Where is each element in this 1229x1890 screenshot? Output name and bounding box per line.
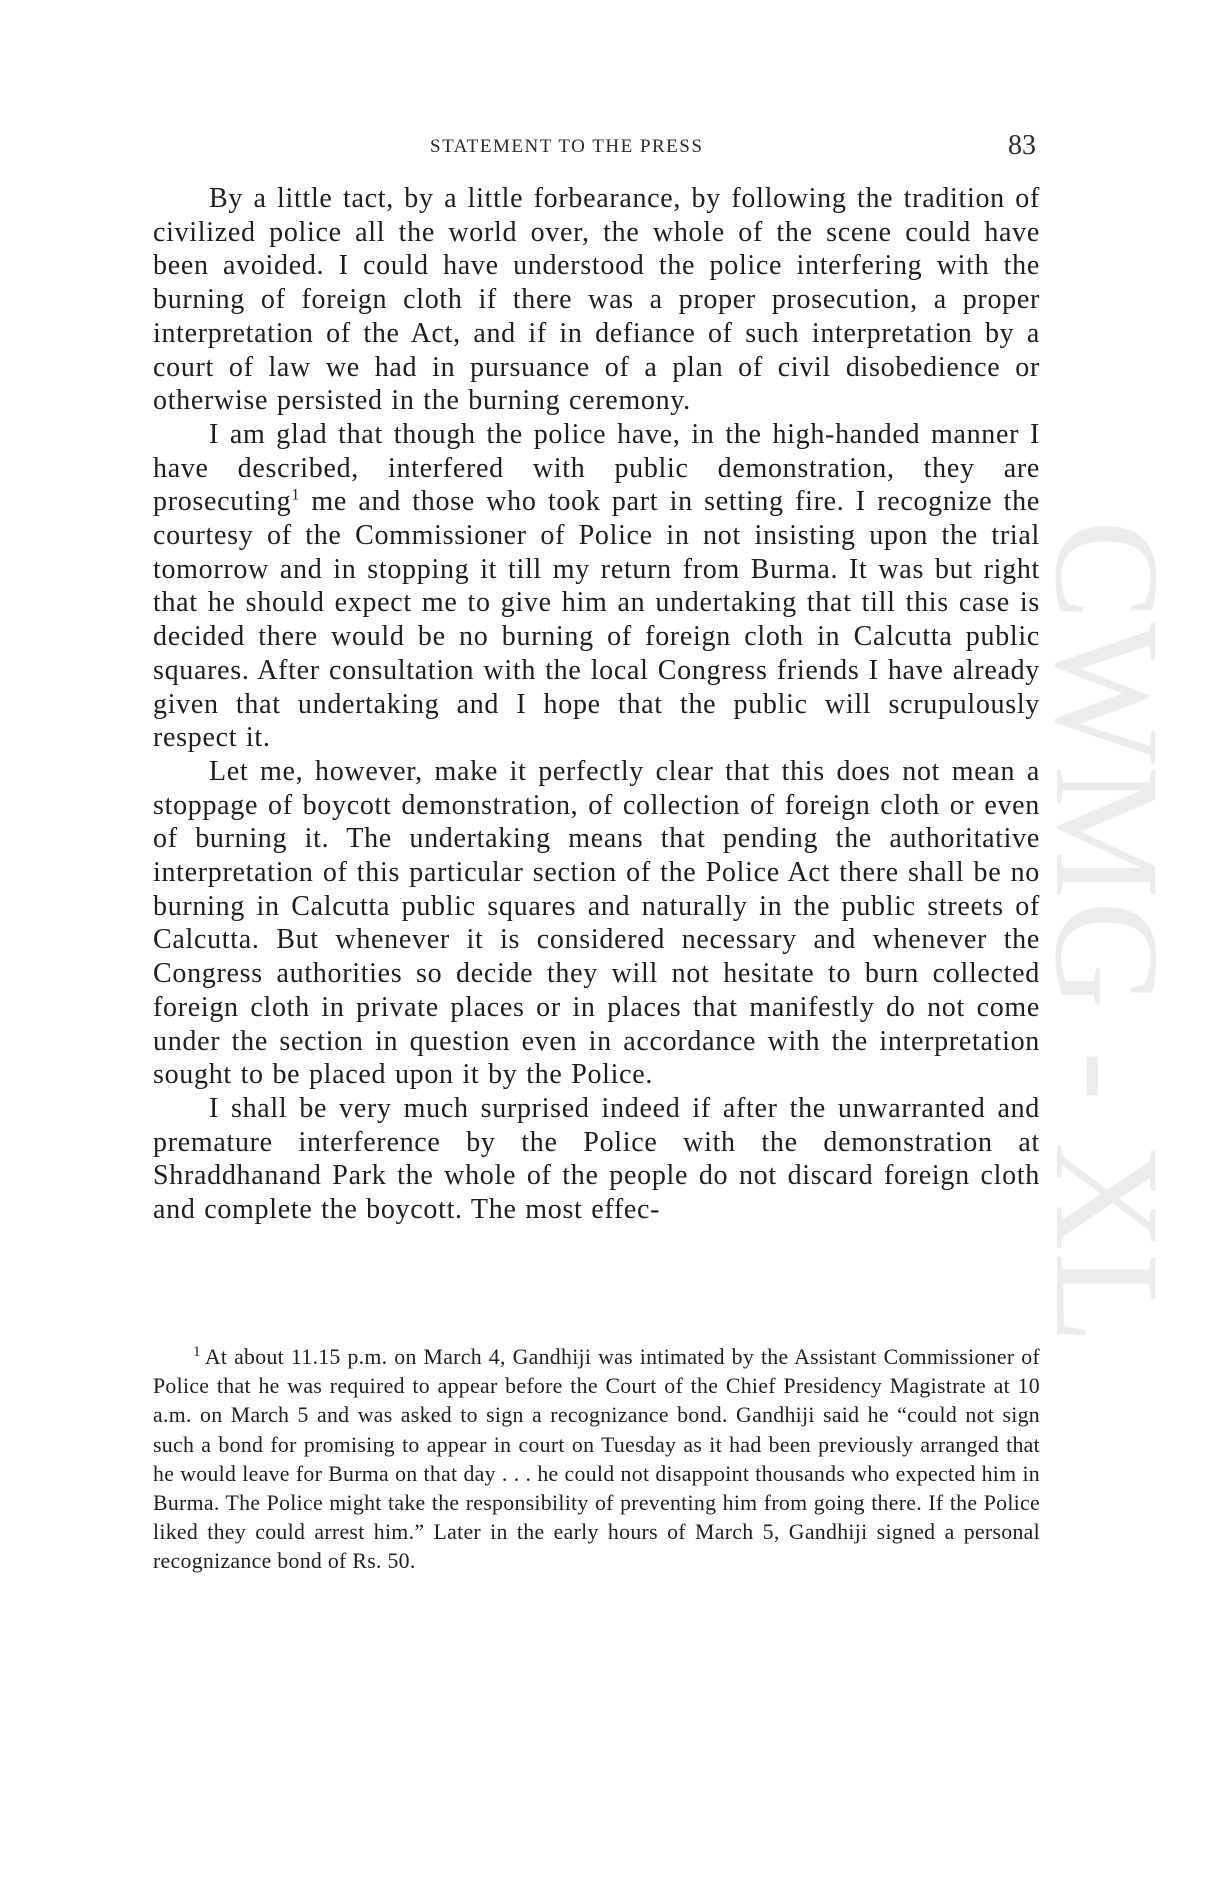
paragraph-1: By a little tact, by a little forbearance, by following the tradition of civilized police all the world over, the whole of the scene could have been avoided. I could have understood the police interfering with the burning of foreign cloth if there was a proper prosecution, a proper interpretation of the Act, and if in defiance of such interpretation by a court of law we had in pursuance of a plan of civil disobedience or otherwise persisted in the burning ceremony. [153,183,1040,417]
page-number: 83 [1008,130,1036,161]
body-text [153,182,1040,1227]
running-title: STATEMENT TO THE PRESS [430,136,704,157]
footnote [153,1343,1040,1577]
watermark [1012,520,1212,1350]
footnote-text: At about 11.15 p.m. on March 4, Gandhiji was intimated by the Assistant Commissioner of Police that he was required to appear before the Court of the Chief Presidency Magistrate at 10 a.m. on March 5 and was asked to sign a recognizance bond. Gandhiji said he “could not sign such a bond for promising to appear in court on Tuesday as it had been previously arranged that he would leave for Burma on that day . . . he could not disappoint thousands who expected him in Burma. The Police might take the responsibility of preventing him from going there. If the Police liked they could arrest him.” Later in the early hours of March 5, Gandhiji signed a personal recognizance bond of Rs. 50. [153,1345,1040,1574]
footnote-reference: 1 [291,487,301,504]
paragraph-2-part-2: me and those who took part in setting fire. I recognize the courtesy of the Commissioner of Police in not insisting upon the trial tomorrow and in stopping it till my return from Burma. It was but right that he should expect me to give him an undertaking that till this case is decided there would be no burning of foreign cloth in Calcutta public squares. After consultation with the local Congress friends I have already given that undertaking and I hope that the public will scrupulously respect it. [153,486,1040,754]
paragraph-3: Let me, however, make it perfectly clear that this does not mean a stoppage of boycott demonstration, of collection of foreign cloth or even of burning it. The undertaking means that pending the authoritative interpretation of this particular section of the Police Act there shall be no burning in Calcutta public squares and naturally in the public streets of Calcutta. But whenever it is considered necessary and whenever the Congress authorities so decide they will not hesitate to burn collected foreign cloth in private places or in places that manifestly do not come under the section in question even in accordance with the interpretation sought to be placed upon it by the Police. [153,755,1040,1091]
footnote-paragraph [153,1343,1040,1577]
watermark-text: CWMG - XL [1024,520,1190,1347]
paragraph-2-part-1: I am glad that though the police have, in the high-handed manner I have described, interfered with public demonstration, they are prosecuting [153,418,1040,518]
footnote-number: 1 [193,1343,201,1360]
paragraph-2 [153,418,1040,755]
paragraph-4: I shall be very much surprised indeed if after the unwarranted and premature interference by the Police with the demonstration at Shraddhanand Park the whole of the people do not discard foreign cloth and complete the boycott. The most effec- [153,1092,1040,1226]
